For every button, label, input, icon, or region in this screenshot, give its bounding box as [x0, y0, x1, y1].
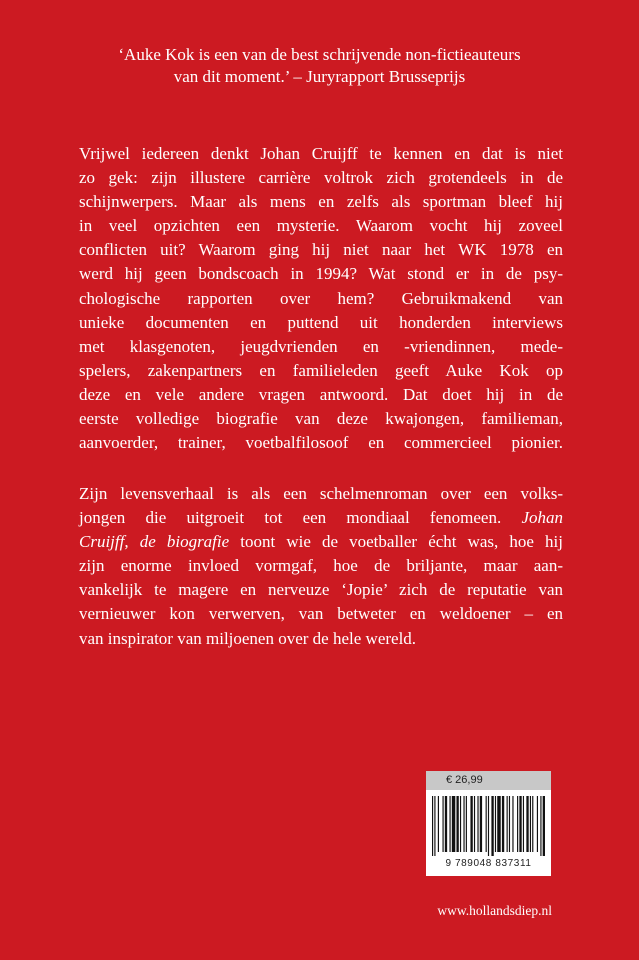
blurb-paragraph-1: [79, 142, 563, 455]
blurb-line: in veel opzichten een mysterie. Waarom vocht hij zoveel: [79, 216, 563, 236]
blurb-line: Cruijff, de biografie toont wie de voetballer écht was, hoe hij: [79, 532, 563, 552]
review-quote: [40, 44, 599, 88]
blurb-line: werd hij geen bondscoach in 1994? Wat stond er in de psy-: [79, 264, 563, 284]
blurb-line: chologische rapporten over hem? Gebruikmakend van: [79, 288, 563, 308]
isbn-number: 9 789048 837311: [445, 858, 532, 869]
blurb-line: zo gek: zijn illustere carrière voltrok zich grotendeels in de: [79, 168, 563, 188]
barcode-label: [426, 771, 551, 876]
blurb-line: met klasgenoten, jeugdvrienden en -vriendinnen, mede-: [79, 336, 563, 356]
book-title-italic: Johan: [521, 508, 563, 528]
blurb-line: jongen die uitgroeit tot een mondiaal fenomeen. Johan: [79, 508, 563, 528]
blurb-line: vankelijk te magere en nerveuze ‘Jopie’ zich de reputatie van: [79, 580, 563, 600]
blurb-paragraph-2: [79, 482, 563, 651]
price-tag: € 26,99: [426, 771, 551, 790]
blurb-line: deze en vele andere vragen antwoord. Dat doet hij in de: [79, 384, 563, 404]
blurb-line: vernieuwer kon verwerven, van betweter en weldoener – en: [79, 604, 563, 624]
quote-line-2: van dit moment.’ – Juryrapport Brusseprijs: [173, 67, 466, 86]
book-title-italic: Cruijff, de biografie: [79, 532, 230, 552]
blurb-line: eerste volledige biografie van deze kwajongen, familieman,: [79, 409, 563, 429]
blurb-line: zijn enorme invloed vormgaf, hoe de briljante, maar aan-: [79, 556, 563, 576]
blurb-line: aanvoerder, trainer, voetbalfilosoof en commercieel pionier.: [79, 433, 563, 453]
blurb-line: unieke documenten en puttend uit honderden interviews: [79, 312, 563, 332]
blurb-line: Vrijwel iedereen denkt Johan Cruijff te kennen en dat is niet: [79, 144, 563, 163]
barcode-icon: [432, 796, 545, 856]
blurb-line: spelers, zakenpartners en familieleden geeft Auke Kok op: [79, 360, 563, 380]
blurb-line: schijnwerpers. Maar als mens en zelfs als sportman bleef hij: [79, 192, 563, 212]
blurb-line: conflicten uit? Waarom ging hij niet naar het WK 1978 en: [79, 240, 563, 260]
blurb-line: van inspirator van miljoenen over de hele wereld.: [79, 628, 417, 648]
quote-line-1: ‘Auke Kok is een van de best schrijvende non-fictieauteurs: [118, 45, 521, 64]
blurb-line: Zijn levensverhaal is als een schelmenroman over een volks-: [79, 484, 563, 503]
publisher-website: www.hollandsdiep.nl: [437, 903, 552, 918]
